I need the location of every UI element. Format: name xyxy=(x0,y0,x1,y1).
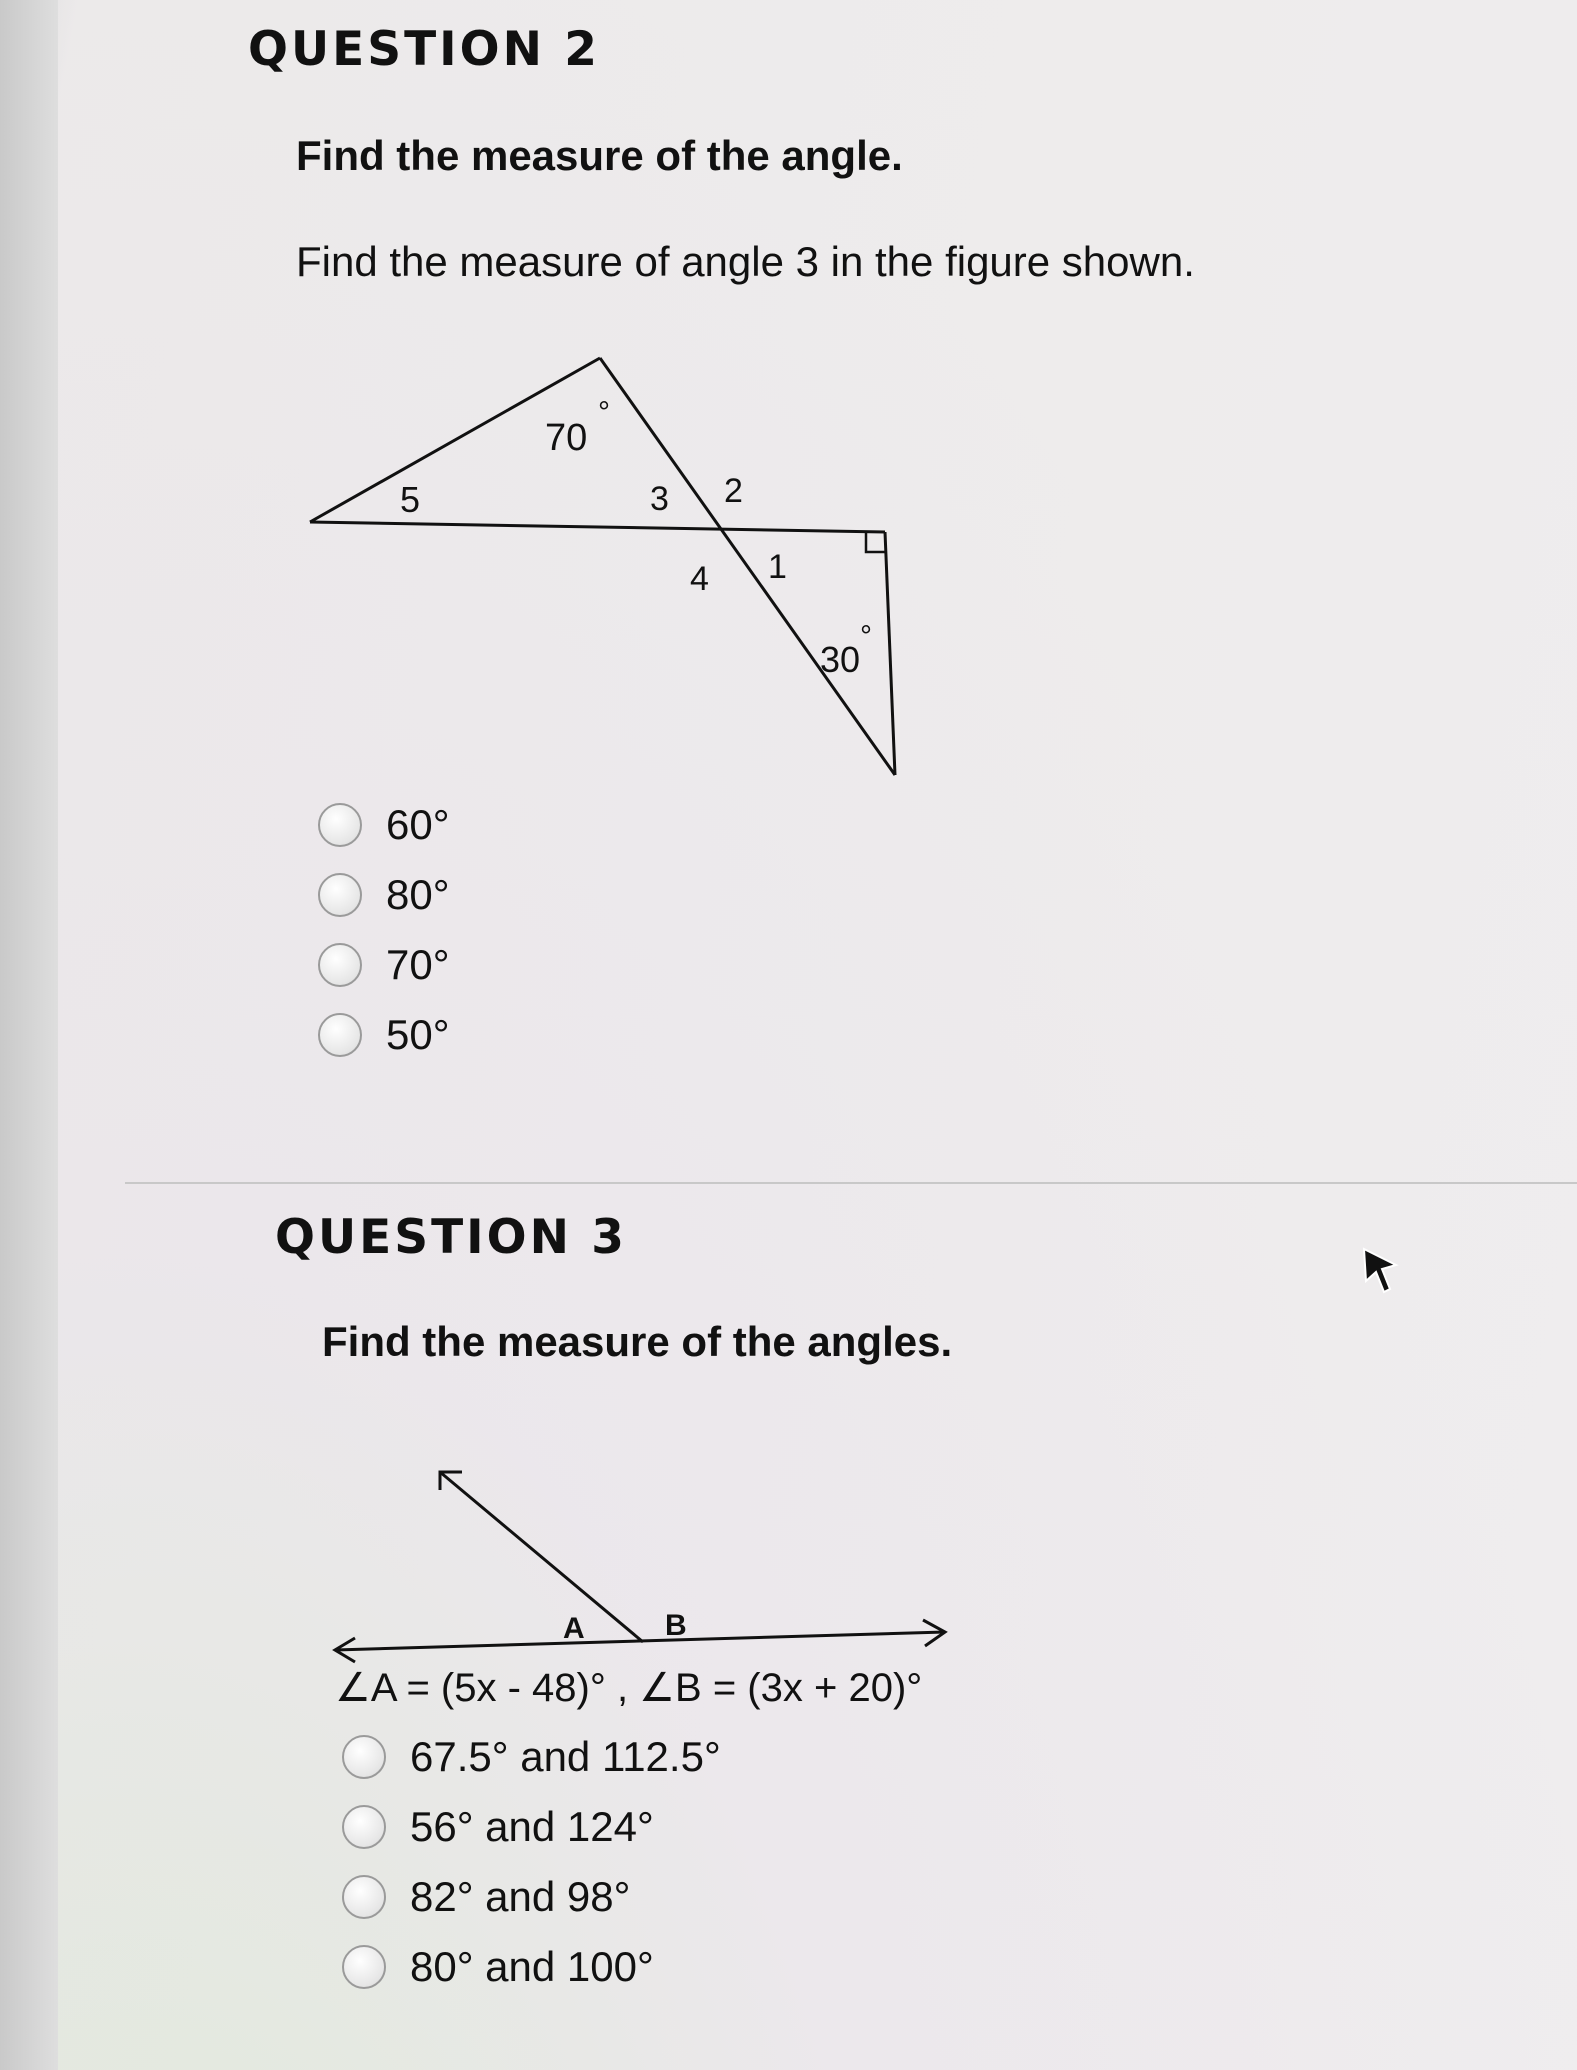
radio-button-icon[interactable] xyxy=(342,1805,386,1849)
choice-label: 80° xyxy=(386,871,450,918)
degree-mark-70: ° xyxy=(598,396,610,429)
choice-label: 50° xyxy=(386,1011,450,1058)
label-angle-3: 3 xyxy=(650,480,669,518)
radio-button-icon[interactable] xyxy=(342,1875,386,1919)
choice-label: 56° and 124° xyxy=(410,1803,654,1850)
question-2-choice-3[interactable] xyxy=(318,930,450,1000)
label-angle-5: 5 xyxy=(400,479,421,520)
page-left-edge xyxy=(0,0,58,2070)
choice-label: 67.5° and 112.5° xyxy=(410,1733,721,1780)
question-divider xyxy=(125,1182,1577,1184)
label-angle-1: 1 xyxy=(768,548,787,586)
question-2-choice-2[interactable] xyxy=(318,860,450,930)
question-3-choice-1[interactable] xyxy=(342,1722,721,1792)
radio-button-icon[interactable] xyxy=(342,1735,386,1779)
label-angle-4: 4 xyxy=(690,560,709,598)
question-2-prompt: Find the measure of angle 3 in the figure shown. xyxy=(296,238,1195,285)
right-angle-mark xyxy=(866,532,886,552)
choice-label: 80° and 100° xyxy=(410,1943,654,1990)
question-2-heading: QUESTION 2 xyxy=(248,22,600,77)
radio-button-icon[interactable] xyxy=(342,1945,386,1989)
figure-right-side xyxy=(885,532,895,775)
degree-mark-30: ° xyxy=(860,620,872,653)
question-2-choice-4[interactable] xyxy=(318,1000,450,1070)
question-3-choice-4[interactable] xyxy=(342,1932,721,2002)
figure-ray xyxy=(440,1472,643,1642)
figure-transversal xyxy=(600,358,895,775)
choice-label: 82° and 98° xyxy=(410,1873,631,1920)
mouse-pointer-icon xyxy=(1360,1245,1400,1295)
question-3-instruction: Find the measure of the angles. xyxy=(322,1318,953,1365)
question-3-equation: ∠A = (5x - 48)° , ∠B = (3x + 20)° xyxy=(335,1666,923,1710)
question-3-choice-3[interactable] xyxy=(342,1862,721,1932)
question-3-choices xyxy=(342,1722,721,2002)
question-3-heading: QUESTION 3 xyxy=(275,1210,627,1265)
label-angle-a: A xyxy=(563,1612,585,1645)
question-3-figure xyxy=(325,1460,965,1660)
radio-button-icon[interactable] xyxy=(318,1013,362,1057)
radio-button-icon[interactable] xyxy=(318,803,362,847)
question-2-figure xyxy=(300,350,920,790)
question-2-choice-1[interactable] xyxy=(318,790,450,860)
choice-label: 70° xyxy=(386,941,450,988)
radio-button-icon[interactable] xyxy=(318,873,362,917)
question-3-choice-2[interactable] xyxy=(342,1792,721,1862)
label-angle-b: B xyxy=(665,1609,687,1642)
question-2-instruction: Find the measure of the angle. xyxy=(296,132,903,179)
choice-label: 60° xyxy=(386,801,450,848)
radio-button-icon[interactable] xyxy=(318,943,362,987)
figure-horizontal-line xyxy=(310,522,885,532)
question-2-choices xyxy=(318,790,450,1070)
label-angle-30: 30 xyxy=(820,639,861,680)
label-angle-2: 2 xyxy=(724,472,743,510)
label-angle-70: 70 xyxy=(545,417,588,459)
